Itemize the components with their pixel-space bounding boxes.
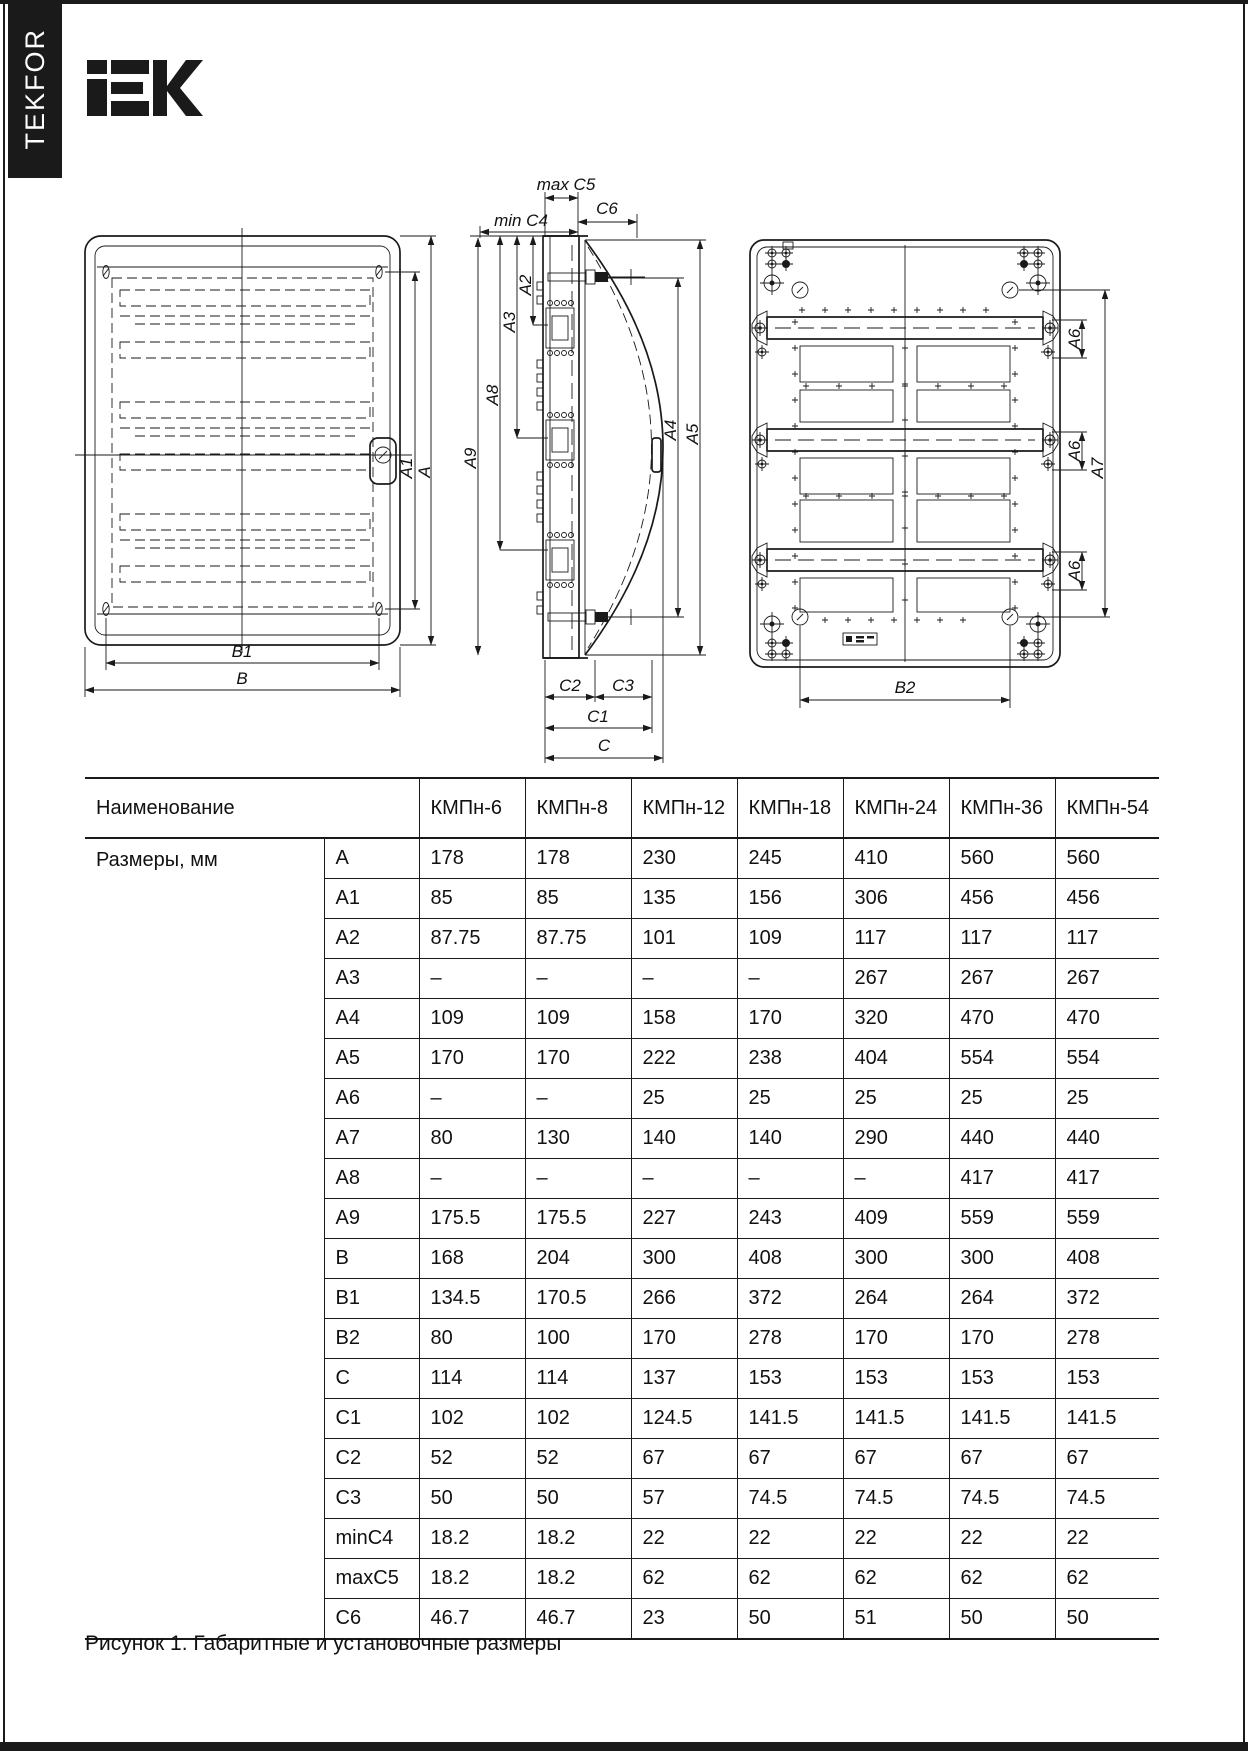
dimension-name: C3 [324, 1479, 419, 1519]
dimension-value: 266 [631, 1279, 737, 1319]
dimension-value: 46.7 [525, 1599, 631, 1640]
dimension-value: 243 [737, 1199, 843, 1239]
dimension-value: 18.2 [419, 1559, 525, 1599]
dimension-value: 140 [631, 1119, 737, 1159]
dimension-name: C6 [324, 1599, 419, 1640]
front-dimensions [85, 236, 436, 697]
dimension-value: 134.5 [419, 1279, 525, 1319]
dimension-value: 25 [1055, 1079, 1159, 1119]
column-header: КМПн-18 [737, 778, 843, 838]
dimension-value: 267 [1055, 959, 1159, 999]
dimension-value: 67 [631, 1439, 737, 1479]
column-header: КМПн-6 [419, 778, 525, 838]
dimension-value: 117 [1055, 919, 1159, 959]
dimension-value: 408 [1055, 1239, 1159, 1279]
dimension-value: 22 [843, 1519, 949, 1559]
dim-label-a6-mid: A6 [1065, 440, 1084, 462]
dimension-value: 67 [843, 1439, 949, 1479]
dimension-value: 67 [1055, 1439, 1159, 1479]
dim-label-a7: A7 [1088, 457, 1107, 479]
dimension-value: 306 [843, 879, 949, 919]
front-view [75, 228, 436, 697]
dimension-value: – [525, 1079, 631, 1119]
dimension-value: 62 [737, 1559, 843, 1599]
dimension-value: 238 [737, 1039, 843, 1079]
dim-label-c6: C6 [596, 199, 618, 218]
dimension-value: – [419, 1079, 525, 1119]
dimension-value: 114 [525, 1359, 631, 1399]
dimension-name: A1 [324, 879, 419, 919]
dimension-value: 62 [631, 1559, 737, 1599]
dimension-value: 114 [419, 1359, 525, 1399]
dim-label-min-c4: min C4 [494, 211, 548, 230]
door-handle [370, 438, 396, 484]
page-border-top [0, 0, 1248, 4]
dimension-value: 222 [631, 1039, 737, 1079]
dimension-value: 300 [949, 1239, 1055, 1279]
dimension-value: 409 [843, 1199, 949, 1239]
dim-label-b: B [236, 669, 248, 688]
dimension-value: 80 [419, 1119, 525, 1159]
dimension-value: 456 [1055, 879, 1159, 919]
table-header-name: Наименование [85, 778, 419, 838]
dimension-value: 18.2 [525, 1559, 631, 1599]
dimension-value: 470 [1055, 999, 1159, 1039]
dimension-value: 560 [1055, 838, 1159, 879]
side-dimensions [461, 175, 706, 763]
column-header: КМПн-24 [843, 778, 949, 838]
dimension-value: 410 [843, 838, 949, 879]
dimension-name: C2 [324, 1439, 419, 1479]
dimension-value: 227 [631, 1199, 737, 1239]
dimension-name: A2 [324, 919, 419, 959]
dim-label-a: A [415, 466, 434, 478]
dimension-value: 560 [949, 838, 1055, 879]
dimension-value: 440 [949, 1119, 1055, 1159]
dimension-value: 62 [1055, 1559, 1159, 1599]
dimension-value: 74.5 [737, 1479, 843, 1519]
dimension-value: 372 [1055, 1279, 1159, 1319]
dimension-value: 23 [631, 1599, 737, 1640]
dimension-value: 25 [737, 1079, 843, 1119]
dimension-name: A [324, 838, 419, 879]
dimension-name: C [324, 1359, 419, 1399]
dimension-value: 175.5 [525, 1199, 631, 1239]
dim-label-a6-top: A6 [1065, 328, 1084, 350]
dimension-value: 170.5 [525, 1279, 631, 1319]
dimension-value: 57 [631, 1479, 737, 1519]
rear-view [750, 240, 1110, 708]
dimension-value: 74.5 [1055, 1479, 1159, 1519]
handle-side [652, 438, 661, 472]
dimension-value: 80 [419, 1319, 525, 1359]
dimension-value: 50 [1055, 1599, 1159, 1640]
dimension-value: 559 [949, 1199, 1055, 1239]
dim-label-a4: A4 [661, 419, 680, 441]
dim-label-max-c5: max C5 [536, 175, 596, 194]
dimension-value: 135 [631, 879, 737, 919]
page-border-bottom [0, 1742, 1248, 1751]
dim-label-a2: A2 [516, 274, 535, 296]
dimension-value: 25 [631, 1079, 737, 1119]
dimension-value: 50 [525, 1479, 631, 1519]
hinge-screws [103, 266, 382, 616]
dimension-value: 290 [843, 1119, 949, 1159]
dimension-value: 168 [419, 1239, 525, 1279]
iek-logo [85, 57, 203, 119]
din-clip-teeth [537, 282, 543, 614]
dimension-value: 158 [631, 999, 737, 1039]
dimension-value: – [525, 1159, 631, 1199]
dimension-value: 102 [525, 1399, 631, 1439]
dimension-value: 554 [949, 1039, 1055, 1079]
dimension-value: 109 [419, 999, 525, 1039]
dimension-value: 87.75 [419, 919, 525, 959]
dimension-value: 22 [631, 1519, 737, 1559]
dimension-value: 74.5 [949, 1479, 1055, 1519]
dimension-value: 559 [1055, 1199, 1159, 1239]
dimension-value: 50 [737, 1599, 843, 1640]
dimension-value: 170 [843, 1319, 949, 1359]
dimension-name: A8 [324, 1159, 419, 1199]
dim-label-c3: C3 [612, 676, 634, 695]
dimension-value: 156 [737, 879, 843, 919]
dimension-name: minC4 [324, 1519, 419, 1559]
dim-label-c1: C1 [587, 707, 609, 726]
dimension-value: 204 [525, 1239, 631, 1279]
dimension-name: A5 [324, 1039, 419, 1079]
dimension-value: – [631, 959, 737, 999]
dimension-value: 87.75 [525, 919, 631, 959]
dimension-value: 102 [419, 1399, 525, 1439]
dimension-value: 25 [843, 1079, 949, 1119]
dimension-value: 440 [1055, 1119, 1159, 1159]
dimension-value: 130 [525, 1119, 631, 1159]
dim-label-a9: A9 [461, 447, 480, 469]
dim-label-a8: A8 [483, 384, 502, 406]
dim-label-c2: C2 [559, 676, 581, 695]
dimension-value: 67 [949, 1439, 1055, 1479]
dimension-value: 85 [419, 879, 525, 919]
dimension-value: 109 [525, 999, 631, 1039]
dim-label-a6-bot: A6 [1065, 560, 1084, 582]
dim-label-b1: B1 [231, 642, 253, 661]
dimension-value: 101 [631, 919, 737, 959]
dimension-value: 124.5 [631, 1399, 737, 1439]
dimension-value: 278 [737, 1319, 843, 1359]
dimension-value: 264 [949, 1279, 1055, 1319]
dimension-value: 153 [843, 1359, 949, 1399]
dimension-value: 141.5 [949, 1399, 1055, 1439]
dimension-value: 67 [737, 1439, 843, 1479]
figure-caption: Рисунок 1. Габаритные и установочные размеры [85, 1632, 562, 1655]
dimension-value: 22 [737, 1519, 843, 1559]
column-header: КМПн-12 [631, 778, 737, 838]
dimension-name: B1 [324, 1279, 419, 1319]
dimension-value: 456 [949, 879, 1055, 919]
dimension-value: 320 [843, 999, 949, 1039]
dimension-name: A3 [324, 959, 419, 999]
dimension-name: A4 [324, 999, 419, 1039]
dimension-value: 100 [525, 1319, 631, 1359]
dimension-value: 170 [949, 1319, 1055, 1359]
dimension-value: 372 [737, 1279, 843, 1319]
dimension-value: 140 [737, 1119, 843, 1159]
dimension-value: 137 [631, 1359, 737, 1399]
dimension-value: 18.2 [525, 1519, 631, 1559]
dimension-value: 230 [631, 838, 737, 879]
dimension-value: 62 [949, 1559, 1055, 1599]
dim-label-b2: B2 [894, 678, 916, 697]
dimension-value: 51 [843, 1599, 949, 1640]
dimension-value: 46.7 [419, 1599, 525, 1640]
dimension-value: 267 [949, 959, 1055, 999]
dimension-value: 175.5 [419, 1199, 525, 1239]
dimension-value: 50 [949, 1599, 1055, 1640]
dimension-value: 245 [737, 838, 843, 879]
dimension-value: 300 [631, 1239, 737, 1279]
dimension-value: 22 [1055, 1519, 1159, 1559]
column-header: КМПн-8 [525, 778, 631, 838]
barcode-mark [843, 633, 877, 645]
dimension-value: 404 [843, 1039, 949, 1079]
table-row [85, 838, 1159, 879]
dimension-value: 153 [949, 1359, 1055, 1399]
dimension-value: 141.5 [1055, 1399, 1159, 1439]
column-header: КМПн-36 [949, 778, 1055, 838]
dimension-name: A9 [324, 1199, 419, 1239]
dim-label-c: C [597, 736, 611, 755]
dimension-value: 178 [419, 838, 525, 879]
dimension-value: 170 [737, 999, 843, 1039]
dimension-value: 470 [949, 999, 1055, 1039]
dimension-value: 170 [631, 1319, 737, 1359]
tekfor-label: TEKFOR [19, 28, 50, 150]
technical-drawings [0, 150, 1248, 778]
dimension-value: 141.5 [737, 1399, 843, 1439]
dimension-value: 153 [737, 1359, 843, 1399]
dimension-value: 141.5 [843, 1399, 949, 1439]
dimension-value: 22 [949, 1519, 1055, 1559]
louver-slots [120, 290, 370, 582]
dimension-value: – [419, 1159, 525, 1199]
dimension-value: 417 [949, 1159, 1055, 1199]
dimension-name: B [324, 1239, 419, 1279]
dimension-value: 52 [525, 1439, 631, 1479]
dimension-value: 117 [843, 919, 949, 959]
dimension-value: – [419, 959, 525, 999]
dimension-value: – [631, 1159, 737, 1199]
dim-label-a5: A5 [683, 423, 702, 445]
dimension-value: 109 [737, 919, 843, 959]
dimension-value: 300 [843, 1239, 949, 1279]
row-group-label: Размеры, мм [85, 838, 324, 1639]
dimension-value: 153 [1055, 1359, 1159, 1399]
column-header: КМПн-54 [1055, 778, 1159, 838]
dimension-value: – [525, 959, 631, 999]
dimension-value: 85 [525, 879, 631, 919]
dimension-value: 408 [737, 1239, 843, 1279]
dimension-value: 170 [525, 1039, 631, 1079]
dimension-value: 267 [843, 959, 949, 999]
dimension-value: 117 [949, 919, 1055, 959]
dim-label-a1: A1 [397, 457, 416, 479]
dimension-value: 18.2 [419, 1519, 525, 1559]
dimension-value: 170 [419, 1039, 525, 1079]
dimension-name: A7 [324, 1119, 419, 1159]
dimension-value: 417 [1055, 1159, 1159, 1199]
dimension-value: – [737, 1159, 843, 1199]
dimension-value: 62 [843, 1559, 949, 1599]
table-header-row [85, 778, 1159, 838]
dimension-value: 554 [1055, 1039, 1159, 1079]
dimension-name: maxC5 [324, 1559, 419, 1599]
dimension-name: C1 [324, 1399, 419, 1439]
dimension-value: – [843, 1159, 949, 1199]
dimension-value: 278 [1055, 1319, 1159, 1359]
dimension-value: – [737, 959, 843, 999]
dim-label-a3: A3 [500, 311, 519, 333]
dimension-value: 264 [843, 1279, 949, 1319]
dimensions-table [85, 777, 1159, 1640]
dimension-value: 25 [949, 1079, 1055, 1119]
dimension-value: 52 [419, 1439, 525, 1479]
dimension-value: 178 [525, 838, 631, 879]
dimension-value: 50 [419, 1479, 525, 1519]
side-view [461, 175, 706, 763]
dimension-value: 74.5 [843, 1479, 949, 1519]
dimension-name: A6 [324, 1079, 419, 1119]
dimension-name: B2 [324, 1319, 419, 1359]
